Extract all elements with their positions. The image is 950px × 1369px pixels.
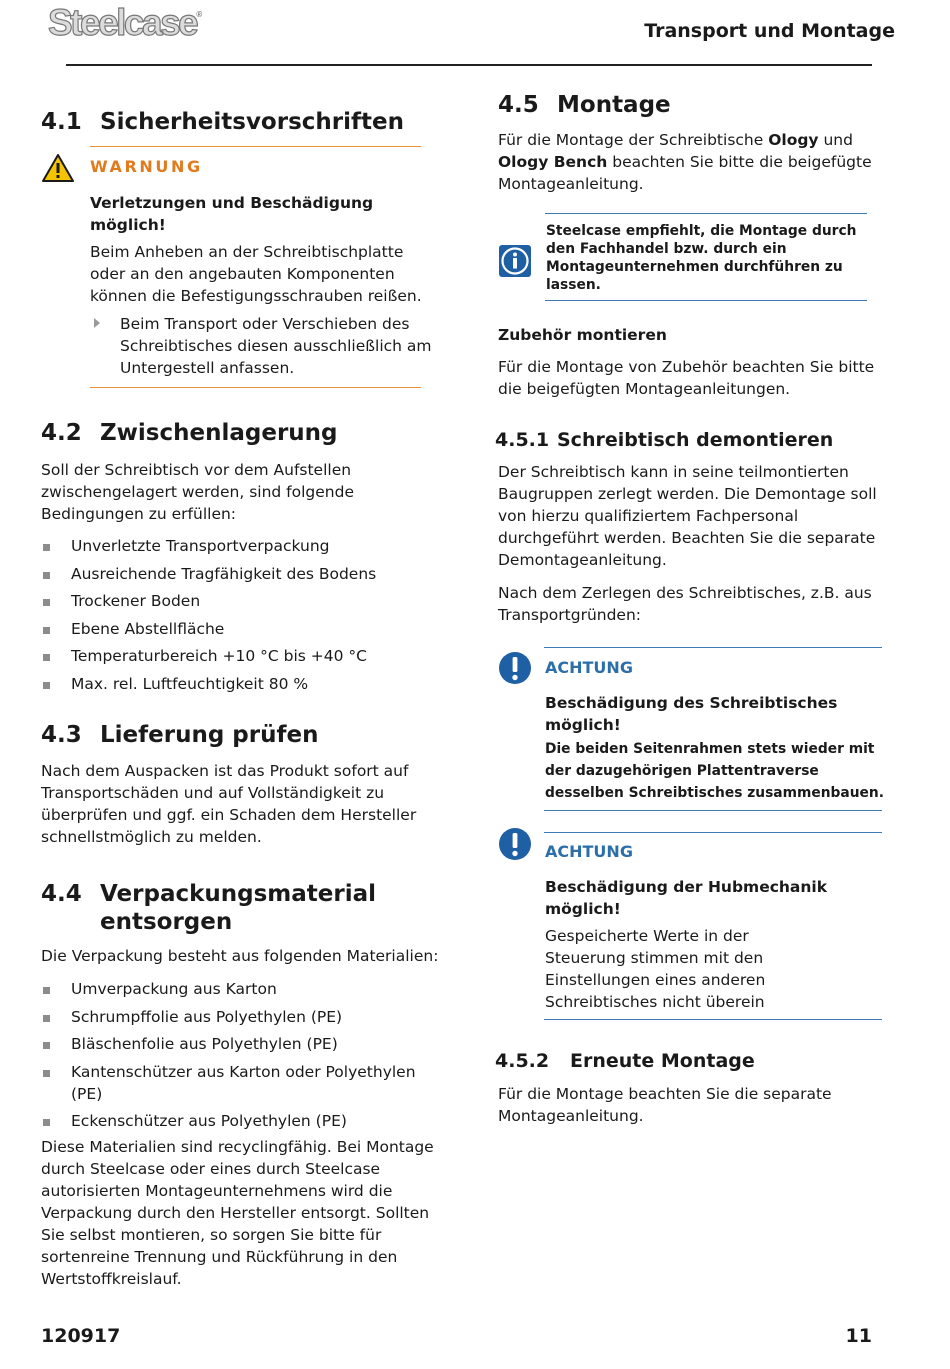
attention1-heading: Beschädigung des Schreibtisches möglich! — [545, 694, 838, 734]
right-column — [495, 91, 894, 1127]
section-4-4-intro: Die Verpackung besteht aus folgenden Materialien: — [41, 946, 439, 965]
section-4-5-intro: Für die Montage der Schreibtische Ology und Ology Bench beachten Sie bitte die beigefügte Montageanleitung. — [498, 131, 872, 193]
section-4-3-heading: 4.3 Lieferung prüfen — [41, 721, 319, 748]
attention1-label: ACHTUNG — [545, 658, 633, 677]
list-item: Bläschenfolie aus Polyethylen (PE) — [41, 1033, 441, 1055]
list-item: Trockener Boden — [41, 590, 441, 612]
warning-heading: Verletzungen und Beschädigung möglich! — [90, 194, 374, 234]
warning-instruction: Beim Transport oder Verschieben des Schreibtisches diesen ausschließlich am Untergestell anfassen. — [90, 313, 441, 379]
list-item: Ausreichende Tragfähigkeit des Bodens — [41, 563, 441, 585]
attention2-label: ACHTUNG — [545, 842, 633, 861]
storage-conditions-list — [41, 535, 441, 695]
accessories-text: Für die Montage von Zubehör beachten Sie bitte die beigefügten Montageanleitungen. — [498, 358, 875, 398]
attention1-bottom-rule — [544, 810, 882, 811]
section-4-5-heading: 4.5 Montage — [498, 92, 671, 118]
warning-callout — [41, 147, 441, 379]
list-item: Ebene Abstellfläche — [41, 618, 441, 640]
accessories-heading: Zubehör montieren — [498, 326, 667, 344]
left-column — [41, 108, 441, 1290]
document-number: 120917 — [41, 1325, 121, 1347]
info-top-rule — [545, 213, 867, 214]
list-item: Schrumpffolie aus Polyethylen (PE) — [41, 1006, 441, 1028]
attention2-bottom-rule — [544, 1019, 882, 1020]
list-item: Kantenschützer aus Karton oder Polyethylen (PE) — [41, 1061, 441, 1105]
packaging-materials-list — [41, 978, 441, 1132]
list-item: Max. rel. Luftfeuchtigkeit 80 % — [41, 673, 441, 695]
section-4-5-2-text: Für die Montage beachten Sie die separate Montageanleitung. — [498, 1085, 832, 1125]
section-4-5-1-heading: 4.5.1 Schreibtisch demontieren — [495, 429, 834, 451]
page-number: 11 — [845, 1325, 872, 1347]
info-icon — [498, 244, 532, 278]
section-4-5-1-text1: Der Schreibtisch kann in seine teilmontierten Baugruppen zerlegt werden. Die Demontage soll von hierzu qualifiziertem Fachpersonal durchgeführt werden. Beachten Sie die separate Demontageanleitung. — [498, 463, 877, 569]
info-bottom-rule — [545, 300, 867, 301]
section-4-3-text: Nach dem Auspacken ist das Produkt sofort auf Transportschäden und auf Vollständigkeit zu überprüfen und ggf. ein Schaden dem Hersteller schnellstmöglich zu melden. — [41, 761, 417, 846]
warning-triangle-icon — [41, 153, 75, 183]
exclamation-icon — [498, 827, 532, 861]
warning-bottom-rule — [90, 387, 421, 388]
list-item: Unverletzte Transportverpackung — [41, 535, 441, 557]
attention2-text: Gespeicherte Werte in der Steuerung stimmen mit den Einstellungen eines anderen Schreibtisches nicht überein — [545, 927, 766, 1011]
running-title: Transport und Montage — [644, 20, 895, 42]
section-4-5-2-heading: 4.5.2 Erneute Montage — [495, 1050, 755, 1072]
exclamation-icon — [498, 651, 532, 685]
warning-text: Beim Anheben an der Schreibtischplatte oder an den angebauten Komponenten können die Befestigungsschrauben reißen. — [90, 243, 422, 305]
section-4-5-1-text2: Nach dem Zerlegen des Schreibtisches, z.B. aus Transportgründen: — [498, 584, 872, 624]
header-divider — [66, 64, 872, 66]
steelcase-logo: Steelcase® — [48, 2, 203, 43]
attention-callout-2 — [498, 833, 894, 1013]
list-item: Eckenschützer aus Polyethylen (PE) — [41, 1110, 441, 1132]
attention2-heading: Beschädigung der Hubmechanik möglich! — [545, 878, 828, 918]
info-text: Steelcase empfiehlt, die Montage durch den Fachhandel bzw. durch ein Montageunternehmen durchführen zu lassen. — [546, 223, 857, 293]
section-4-2-intro: Soll der Schreibtisch vor dem Aufstellen zwischengelagert werden, sind folgende Bedingungen zu erfüllen: — [41, 461, 354, 523]
attention1-text: Die beiden Seitenrahmen stets wieder mit der dazugehörigen Plattentraverse desselben Schreibtisches zusammenbauen. — [545, 741, 884, 801]
attention-callout-1 — [498, 648, 894, 804]
warning-label: WARNUNG — [90, 157, 203, 176]
section-4-2-heading: 4.2 Zwischenlagerung — [41, 420, 338, 446]
section-4-4-outro: Diese Materialien sind recyclingfähig. Bei Montage durch Steelcase oder eines durch Steelcase autorisierten Montageunternehmens wird die Verpackung durch den Hersteller entsorgt. Sollten Sie selbst montieren, so sorgen Sie bitte für sortenreine Trennung und Rückführung in den Wertstoffkreislauf. — [41, 1137, 434, 1288]
section-4-1-heading: 4.1 Sicherheitsvorschriften — [41, 109, 404, 135]
section-4-4-heading: 4.4 Verpackungsmaterial entsorgen — [41, 880, 377, 935]
list-item: Umverpackung aus Karton — [41, 978, 441, 1000]
list-item: Temperaturbereich +10 °C bis +40 °C — [41, 645, 441, 667]
info-callout — [498, 222, 894, 294]
